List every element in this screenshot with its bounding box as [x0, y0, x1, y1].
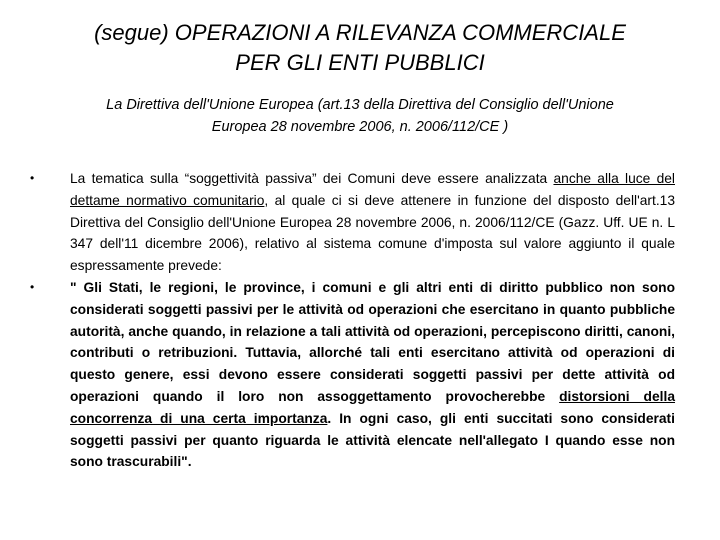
slide-subtitle: [50, 94, 670, 138]
bullet-2-underlined: distorsioni della concorrenza di una certa importanza: [70, 388, 676, 426]
slide-title: [30, 18, 690, 78]
subtitle-line-2: Europea 28 novembre 2006, n. 2006/112/CE ): [211, 119, 509, 135]
subtitle-line-1: La Direttiva dell'Unione Europea (art.13 della Direttiva del Consiglio dell'Unione: [106, 97, 614, 113]
bullet-dot-icon: •: [30, 171, 35, 185]
bullet-2-part-2: . In ogni caso, gli enti succitati sono considerati soggetti passivi per quanto riguarda le attività elencate nell'allegato I quando esse non sono trascurabili".: [70, 410, 675, 470]
bullet-text-1: [70, 168, 675, 277]
bullet-list: [30, 168, 675, 473]
bullet-2-part-1: " Gli Stati, le regioni, le province, i comuni e gli altri enti di diritto pubblico non sono considerati soggetti passivi per le attività od operazioni che esercitano in quanto pubbliche autorità, anche quando, in relazione a tali attività od operazioni, percepiscono diritti, canoni, contributi o retribuzioni. Tuttavia, allorché tali enti esercitano attività od operazioni di questo genere, essi devono essere considerati soggetti passivi per dette attività od operazioni quando il loro non assoggettamento provocherebbe: [70, 279, 675, 404]
bullet-1-part-2: , al quale ci si deve attenere in funzione del disposto dell'art.13 Direttiva del Consiglio dell'Unione Europea 28 novembre 2006, n. 2006/112/CE (Gazz. Uff. UE n. L 347 dell'11 dicembre 2006), relativo al sistema comune d'imposta sul valore aggiunto il quale espressamente prevede:: [70, 192, 675, 274]
title-line-1: (segue) OPERAZIONI A RILEVANZA COMMERCIALE: [94, 20, 626, 45]
bullet-dot-icon: •: [30, 279, 35, 294]
bullet-item-2: [30, 277, 675, 473]
bullet-1-underlined: anche alla luce del dettame normativo comunitario: [70, 171, 675, 208]
bullet-item-1: [30, 168, 675, 277]
title-line-2: PER GLI ENTI PUBBLICI: [235, 50, 485, 75]
bullet-text-2: [70, 277, 675, 473]
bullet-1-part-1: La tematica sulla “soggettività passiva” dei Comuni deve essere analizzata: [70, 171, 554, 186]
